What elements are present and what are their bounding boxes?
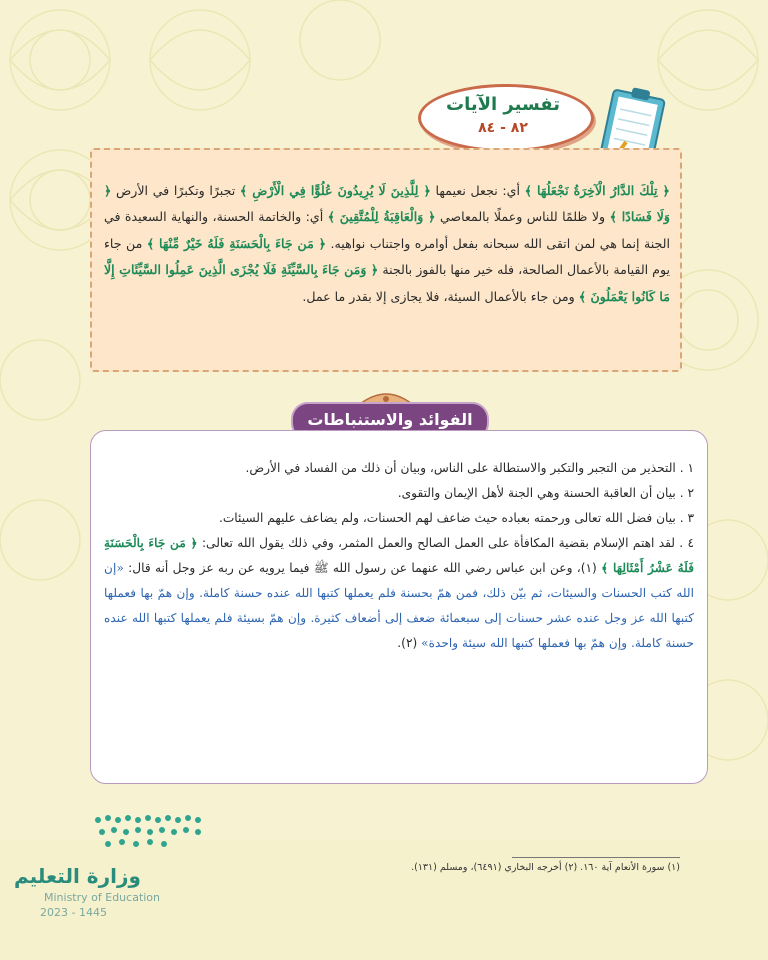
tafsir-phrase: ومن جاء بالأعمال	[484, 288, 575, 304]
benefit-item-2: ٢ . بيان أن العاقبة الحسنة وهي الجنة لأهل الإيمان والتقوى.	[397, 486, 694, 500]
tafsir-title: تفسير الآيات	[445, 94, 561, 115]
tafsir-text	[104, 178, 670, 310]
tafsir-phrase: أي: والخاتمة	[258, 209, 324, 225]
quran-verse: ﴿ مَن جَاءَ بِالْحَسَنَةِ فَلَهُ خَيْرٌ مِّنْهَا ﴾	[146, 235, 327, 251]
tafsir-phrase: أي: نجعل نعيمها	[435, 183, 520, 198]
tafsir-phrase: في الأرض	[116, 183, 170, 198]
benefit-item-1: ١ . التحذير من التجبر والتكبر والاستطالة على الناس، وبيان أن ذلك من الفساد في الأرض.	[245, 461, 694, 475]
benefit-item-4-narration: ، وعن ابن عباس رضي الله عنهما عن رسول الله ﷺ فيما يرويه	[258, 561, 581, 575]
tafsir-phrase: تجبرًا وتكبرًا	[173, 183, 236, 198]
quran-verse: ﴿ مَن جَاءَ بِالْحَسَنَةِ فَلَهُ عَشْرُ أَمْثَالِهَا ﴾	[104, 536, 695, 575]
benefit-item-4	[104, 531, 694, 656]
hadith-text: «إن الله كتب الحسنات والسيئات، ثم بيّن ذلك، فمن همّ بحسنة فلم يعملها كتبها الله عنده حسنة كاملة. وإن همّ بها فعملها كتبها الله عز وجل عنده عشر حسنات إلى سبعمائة ضعف إلى أضعاف كثيرة. وإن همّ بسيئة فلم يعملها كتبها الله عنده حسنة كاملة. وإن همّ بها فعملها كتبها الله سيئة واحدة»	[104, 561, 694, 650]
benefit-item-3: ٣ . بيان فضل الله تعالى ورحمته بعباده حيث ضاعف لهم الحسنات، ولم يضاعف عليهم السيئات.	[218, 511, 694, 525]
edition-year: 2023 - 1445	[40, 906, 107, 919]
tafsir-phrase: السيئة، فلا يجازى إلا بقدر ما عمل.	[302, 288, 481, 304]
footnote-ref-2: (٢)	[401, 636, 418, 650]
period: .	[397, 636, 402, 650]
ministry-logo-dots-icon	[90, 810, 210, 856]
benefit-item-4-narration-2: عن ربه عز وجل أنه قال:	[128, 561, 255, 575]
quran-verse: ﴿ وَالْعَاقِبَةُ لِلْمُتَّقِينَ ﴾	[327, 209, 436, 225]
benefits-banner-label: الفوائد والاستنباطات	[307, 410, 473, 429]
quran-verse: ﴿ لِلَّذِينَ لَا يُرِيدُونَ عُلُوًّا فِي الْأَرْضِ ﴾	[239, 183, 431, 198]
ministry-name-arabic: وزارة التعليم	[14, 864, 141, 888]
quran-verse: ﴿ تِلْكَ الدَّارُ الْآخِرَةُ نَجْعَلُهَا ﴾	[524, 183, 670, 198]
tafsir-phrase: ولا ظلمًا للناس وعملًا بالمعاصي	[439, 209, 606, 225]
ministry-name-english: Ministry of Education	[44, 891, 161, 904]
benefit-item-4-intro: ٤ . لقد اهتم الإسلام بقضية المكافأة على العمل الصالح والعمل المثمر، وفي ذلك يقول الله تعالى:	[201, 536, 694, 550]
quran-verse: ﴿ وَلَا فَسَادًا ﴾	[104, 183, 670, 225]
footnote: (١) سورة الأنعام آية ١٦٠. (٢) أخرجه البخاري (٦٤٩١)، ومسلم (١٣١).	[411, 862, 680, 873]
verse-range: ٨٢ - ٨٤	[478, 120, 528, 136]
tafsir-phrase: من جاء يوم القيامة بالأعمال الصالحة، فله خير منها بالفوز بالجنة	[104, 235, 670, 278]
benefits-text	[104, 456, 694, 656]
tafsir-phrase: الحسنة، والنهاية السعيدة في الجنة إنما هي لمن اتقى الله سبحانه بفعل أوامره واجتناب نواهيه.	[104, 209, 670, 251]
footnote-divider	[512, 857, 680, 858]
quran-verse: ﴿ وَمَن جَاءَ بِالسَّيِّئَةِ فَلَا يُجْزَى الَّذِينَ عَمِلُوا السَّيِّئَاتِ إِلَّا مَا كَانُوا يَعْمَلُونَ ﴾	[104, 262, 670, 304]
footnote-ref-1: (١)	[580, 561, 597, 575]
